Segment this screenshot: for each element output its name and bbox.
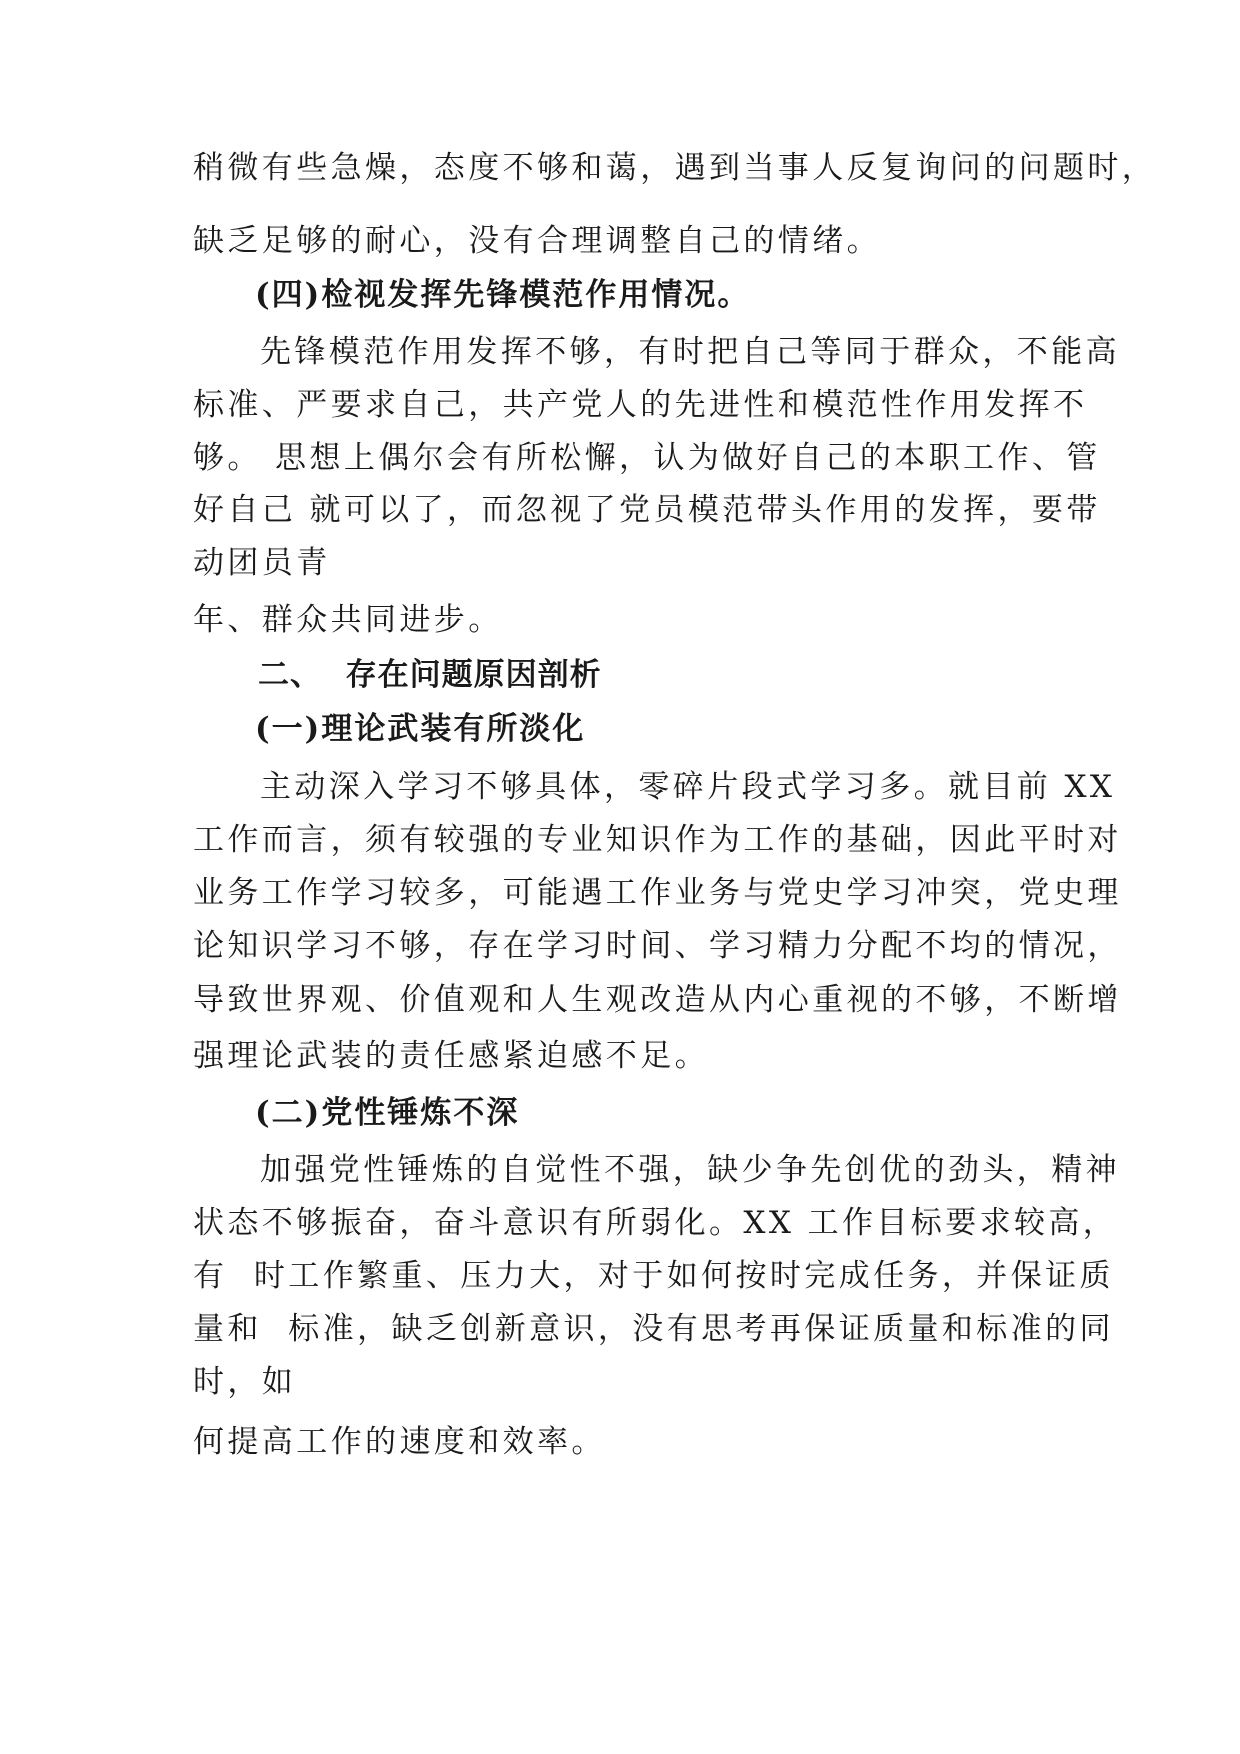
body-text-line: 状态不够振奋，奋斗意识有所弱化。XX 工作目标要求较高， xyxy=(193,1205,1118,1241)
section-heading-1: (一)理论武装有所淡化 xyxy=(255,711,586,747)
body-text-line: 强理论武装的责任感紧迫感不足。 xyxy=(193,1038,709,1074)
chapter-heading-2: 二、 存在问题原因剖析 xyxy=(258,657,602,693)
body-text-line: 动团员青 xyxy=(193,545,331,581)
body-text-line: 时，如 xyxy=(193,1364,297,1400)
body-text-line: 业务工作学习较多，可能遇工作业务与党史学习冲突，党史理 xyxy=(193,875,1122,911)
body-text-line: 导致世界观、价值观和人生观改造从内心重视的不够，不断增 xyxy=(193,982,1122,1018)
body-text-line: 先锋模范作用发挥不够，有时把自己等同于群众，不能高 xyxy=(260,334,1120,370)
body-text-line: 标准、严要求自己，共产党人的先进性和模范性作用发挥不 xyxy=(193,387,1088,423)
body-text-line: 好自己 就可以了，而忽视了党员模范带头作用的发挥，要带 xyxy=(193,492,1101,528)
body-text-line: 何提高工作的速度和效率。 xyxy=(193,1424,606,1460)
body-text-line: 稍微有些急燥，态度不够和蔼，遇到当事人反复询问的问题时， xyxy=(193,150,1157,186)
section-heading-2: (二)党性锤炼不深 xyxy=(255,1095,520,1131)
section-heading-4: (四)检视发挥先锋模范作用情况。 xyxy=(255,277,751,313)
body-text-line: 主动深入学习不够具体，零碎片段式学习多。就目前 XX xyxy=(260,769,1116,805)
body-text-line: 工作而言，须有较强的专业知识作为工作的基础，因此平时对 xyxy=(193,822,1122,858)
body-text-line: 量和 标准，缺乏创新意识，没有思考再保证质量和标准的同 xyxy=(193,1311,1114,1347)
body-text-line: 论知识学习不够，存在学习时间、学习精力分配不均的情况， xyxy=(193,928,1122,964)
body-text-line: 加强党性锤炼的自觉性不强，缺少争先创优的劲头，精神 xyxy=(260,1152,1120,1188)
body-text-line: 年、群众共同进步。 xyxy=(193,602,503,638)
body-text-line: 缺乏足够的耐心，没有合理调整自己的情绪。 xyxy=(193,223,881,259)
body-text-line: 有 时工作繁重、压力大，对于如何按时完成任务，并保证质 xyxy=(193,1258,1114,1294)
body-text-line: 够。 思想上偶尔会有所松懈，认为做好自己的本职工作、管 xyxy=(193,440,1101,476)
